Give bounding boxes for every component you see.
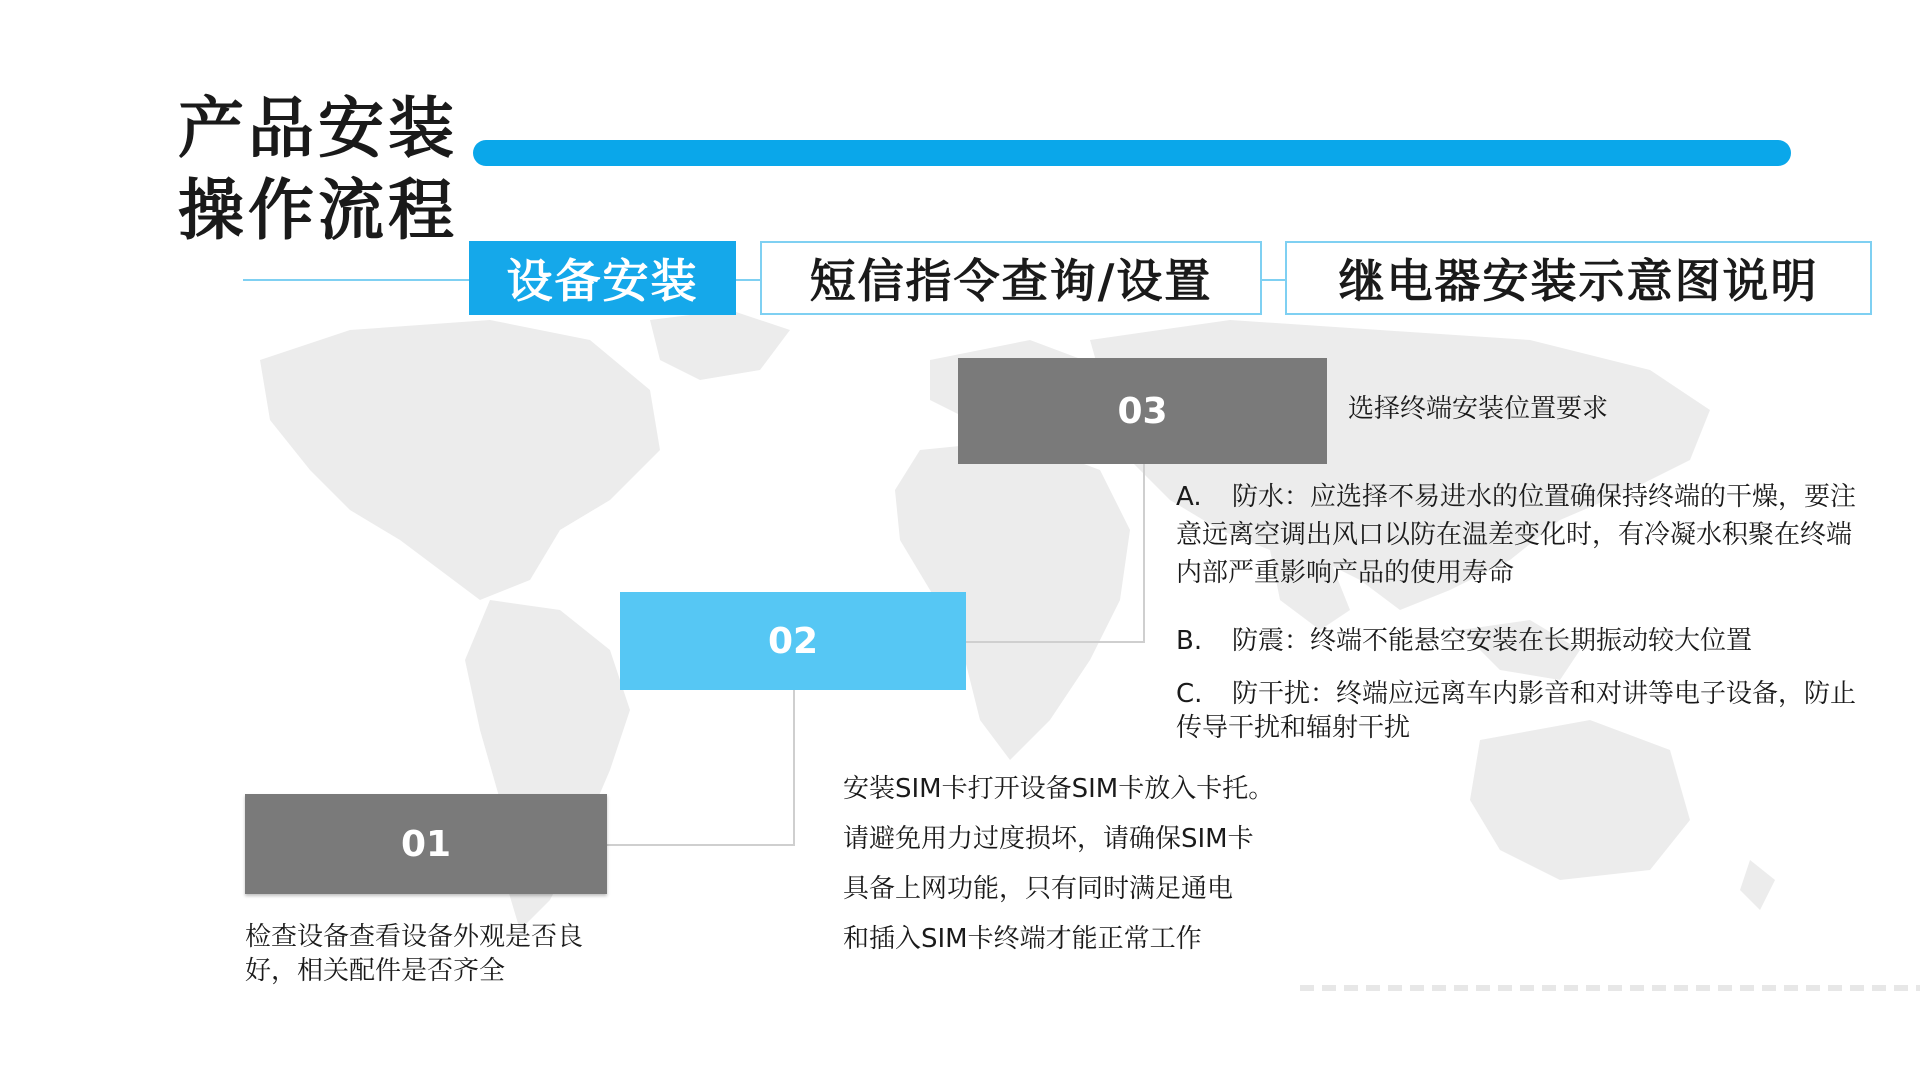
decorative-strip <box>1300 985 1920 991</box>
requirement-key: B. <box>1176 626 1203 656</box>
step-03-box: 03 <box>958 358 1327 464</box>
title-accent-bar <box>473 140 1791 166</box>
step-02-line: 和插入SIM卡终端才能正常工作 <box>843 924 1202 954</box>
requirement-waterproof <box>1176 478 1866 592</box>
page-title <box>178 88 458 252</box>
step-02-line: 具备上网功能，只有同时满足通电 <box>843 874 1234 904</box>
requirement-key: A. <box>1176 482 1202 512</box>
tab-sms-commands[interactable]: 短信指令查询/设置 <box>760 241 1262 315</box>
requirement-text: 防水：应选择不易进水的位置确保持终端的干燥，要注意远离空调出风口以防在温差变化时，有冷凝水积聚在终端内部严重影响产品的使用寿命 <box>1176 482 1857 588</box>
tab-device-install[interactable]: 设备安装 <box>469 241 736 315</box>
requirement-text: 防震：终端不能悬空安装在长期振动较大位置 <box>1232 626 1753 656</box>
step-02-line: 请避免用力过度损坏，请确保SIM卡 <box>843 824 1254 854</box>
step-02-description <box>843 764 1313 964</box>
step-01-box: 01 <box>245 794 607 894</box>
connector-02-03 <box>966 464 1145 643</box>
page-title-line2: 操作流程 <box>178 172 458 249</box>
step-02-box: 02 <box>620 592 966 690</box>
tab-relay-diagram[interactable]: 继电器安装示意图说明 <box>1285 241 1872 315</box>
requirement-key: C. <box>1176 679 1203 709</box>
connector-01-02 <box>607 690 795 846</box>
step-01-description: 检查设备查看设备外观是否良好，相关配件是否齐全 <box>245 922 584 986</box>
requirement-anti-interference <box>1176 677 1866 745</box>
step-02-line: 安装SIM卡打开设备SIM卡放入卡托。 <box>843 774 1275 804</box>
requirement-text: 防干扰：终端应远离车内影音和对讲等电子设备，防止传导干扰和辐射干扰 <box>1176 679 1857 743</box>
requirement-shockproof <box>1176 622 1866 660</box>
step-03-heading: 选择终端安装位置要求 <box>1348 394 1609 424</box>
page-title-line1: 产品安装 <box>178 90 458 167</box>
